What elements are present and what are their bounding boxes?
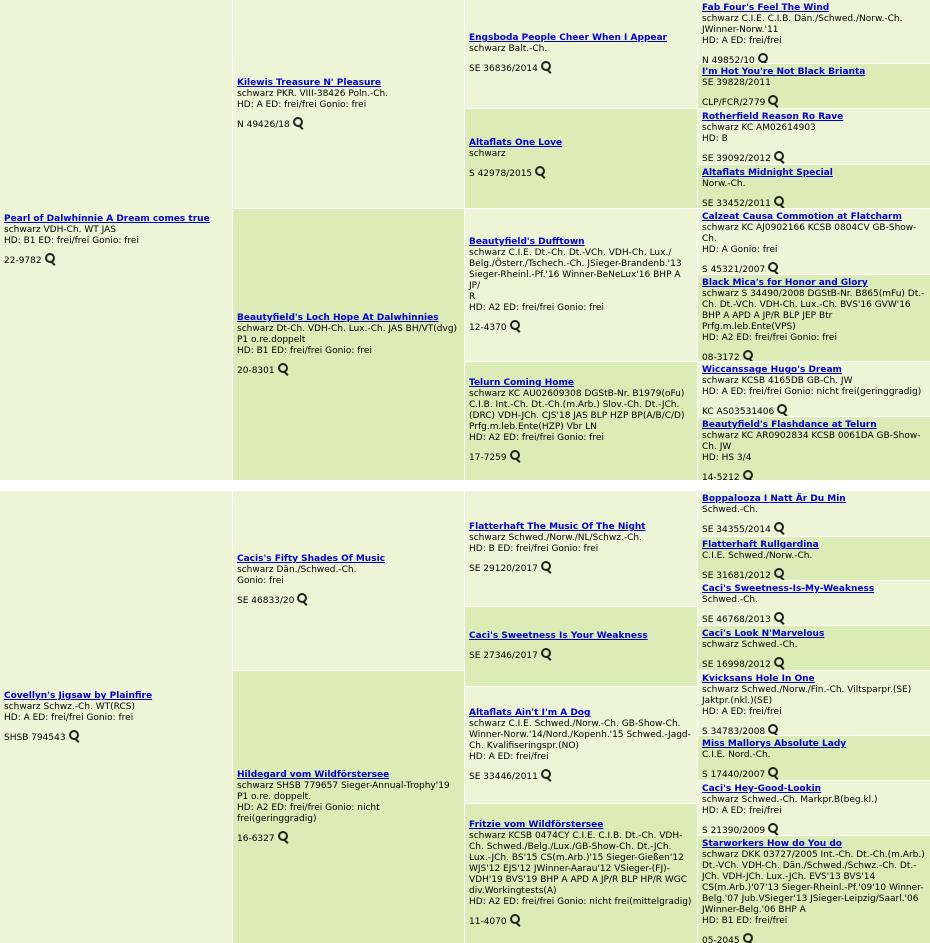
registration-text: SE 33446/2011 xyxy=(469,772,538,782)
dog-name-link[interactable]: Cacis's Fifty Shades Of Music xyxy=(237,554,385,564)
magnifier-icon[interactable] xyxy=(767,95,779,107)
dog-cell-g4 xyxy=(698,0,930,63)
magnifier-icon[interactable] xyxy=(540,561,552,573)
dog-info xyxy=(702,278,927,361)
registration-text: S 21390/2009 xyxy=(702,826,766,835)
dog-name-link[interactable]: Covellyn's Jigsaw by Plainfire xyxy=(4,691,153,701)
dog-info xyxy=(237,313,461,377)
dog-detail-line: HD: A2 ED: frei/frei Gonio: frei xyxy=(469,303,604,313)
dog-cell-g3 xyxy=(465,491,697,606)
dog-detail-line: HD: A ED: frei/frei xyxy=(702,806,782,816)
dog-cell-g1 xyxy=(0,491,232,943)
dog-detail-line: C.I.E. Schwed./Norw.-Ch. xyxy=(702,551,813,561)
dog-detail-line: P1 o.re. doppelt. xyxy=(237,792,312,802)
dog-info xyxy=(237,770,461,845)
dog-detail-line: HD: A2 ED: frei/frei Gonio: frei xyxy=(702,333,837,343)
registration-text: SE 33452/2011 xyxy=(702,199,771,208)
dog-detail-line: JCh. VDH-JCh. Lux.-JCh. EVS'13 BVS'14 xyxy=(702,872,876,882)
dog-detail-line: Lux.-JCh. BS'15 CS(m.Arb.)'15 Sieger-Gießen'12 xyxy=(469,853,684,863)
dog-name-link[interactable]: Black Mica's for Honor and Glory xyxy=(702,278,868,288)
magnifier-icon[interactable] xyxy=(509,914,521,926)
dog-info xyxy=(702,212,927,274)
dog-detail-line: schwarz C.I.E. Dt.-Ch. Dt.-VCh. VDH-Ch. Lux./ xyxy=(469,248,672,258)
dog-name-link[interactable]: Caci's Look N'Marvelous xyxy=(702,629,825,639)
registration-text: 05-2045 xyxy=(702,936,740,943)
dog-info xyxy=(702,168,927,208)
registration-number xyxy=(702,95,927,108)
registration-text: SE 34355/2014 xyxy=(702,525,771,535)
dog-name-link[interactable]: Caci's Hey-Good-Lookin xyxy=(702,784,822,794)
dog-detail-line: schwarz Schwed./Norw./NL/Schwz.-Ch. xyxy=(469,533,642,543)
dog-cell-g4 xyxy=(698,836,930,943)
dog-detail-line: HD: B1 ED: frei/frei xyxy=(702,916,788,926)
registration-number xyxy=(702,767,927,780)
registration-text: 22-9782 xyxy=(4,256,42,266)
dog-detail-line: schwarz C.I.E. Schwed./Norw.-Ch. GB-Show-Ch. xyxy=(469,719,681,729)
registration-number xyxy=(469,769,694,783)
registration-number xyxy=(237,117,461,131)
dog-info xyxy=(702,494,927,536)
magnifier-icon[interactable] xyxy=(742,933,754,943)
dog-cell-g4 xyxy=(698,64,930,108)
registration-number xyxy=(702,53,927,63)
dog-name-link[interactable]: Fritzie vom Wildförstersee xyxy=(469,820,604,830)
magnifier-icon[interactable] xyxy=(68,730,80,742)
dog-detail-line: Sieger-Rheinl.-Pf.'16 Winner-BeNeLux'16 BHP A JP/ xyxy=(469,270,681,291)
dog-detail-line: schwarz C.I.E. C.I.B. Dän./Schwed./Norw.-Ch. xyxy=(702,14,903,24)
dog-detail-line: schwarz xyxy=(469,149,506,159)
dog-detail-line: Prfg.m.leb.Ente(VPS) xyxy=(702,322,796,332)
registration-number xyxy=(702,724,927,735)
dog-cell-g4 xyxy=(698,626,930,670)
dog-name-link[interactable]: Beautyfield's Loch Hope At Dalwhinnies xyxy=(237,313,439,323)
dog-info xyxy=(702,112,927,164)
dog-cell-g3 xyxy=(465,607,697,686)
dog-info xyxy=(702,674,927,735)
dog-detail-line: HD: A2 ED: frei/frei Gonio: nicht frei(geringgradig) xyxy=(237,803,380,824)
dog-detail-line: HD: A ED: frei/frei xyxy=(469,752,549,762)
registration-text: S 34783/2008 xyxy=(702,727,766,735)
dog-detail-line: schwarz PKR. VIII-38426 Poln.-Ch. xyxy=(237,89,389,99)
registration-text: N 49426/18 xyxy=(237,120,290,130)
registration-number xyxy=(702,470,927,480)
dog-detail-line: schwarz Dän./Schwed.-Ch. xyxy=(237,565,357,575)
registration-text: 14-5212 xyxy=(702,473,740,480)
registration-number xyxy=(4,253,229,267)
dog-info xyxy=(702,420,927,480)
dog-detail-line: HD: A2 ED: frei/frei Gonio: nicht frei(mittelgradig) xyxy=(469,897,692,907)
dog-detail-line: C.I.E. Nord.-Ch. xyxy=(702,750,771,760)
dog-detail-line: HD: A ED: frei/frei xyxy=(702,36,782,46)
dog-name-link[interactable]: Engsboda People Cheer When I Appear xyxy=(469,33,667,43)
dog-cell-g3 xyxy=(465,362,697,480)
registration-text: SE 31681/2012 xyxy=(702,571,771,580)
dog-info xyxy=(702,629,927,670)
magnifier-icon[interactable] xyxy=(540,61,552,73)
registration-number xyxy=(702,196,927,208)
dog-info xyxy=(469,33,694,75)
dog-cell-g4 xyxy=(698,209,930,274)
dog-cell-g1 xyxy=(0,0,232,480)
dog-cell-g2 xyxy=(233,209,464,480)
registration-number xyxy=(237,363,461,377)
registration-text: SE 46768/2013 xyxy=(702,615,771,625)
dog-detail-line: JWinner-Belg.'06 BHP A xyxy=(702,905,806,915)
magnifier-icon[interactable] xyxy=(296,593,308,605)
registration-number xyxy=(469,648,694,662)
dog-cell-g4 xyxy=(698,781,930,835)
dog-detail-line: Dt.-VCh. VDH-Ch. Dän./Schwed./Schwz.-Ch. Dt.- xyxy=(702,861,917,871)
registration-number xyxy=(237,831,461,845)
registration-text: 08-3172 xyxy=(702,353,740,361)
magnifier-icon[interactable] xyxy=(292,117,304,129)
dog-name-link[interactable]: Boppalooza I Natt Är Du Min xyxy=(702,494,846,504)
dog-cell-g4 xyxy=(698,537,930,580)
magnifier-icon[interactable] xyxy=(767,724,779,735)
registration-number xyxy=(469,914,694,928)
magnifier-icon[interactable] xyxy=(776,404,788,416)
registration-text: S 42978/2015 xyxy=(469,169,533,179)
dog-detail-line: schwarz Schwed.-Ch. Markpr.B(beg.kl.) xyxy=(702,795,878,805)
dog-detail-line: VDH'19 BVS'19 BHP A APD A JP/R BLP HP/R WGC xyxy=(469,875,688,885)
dog-name-link[interactable]: Calzeat Causa Commotion at Flatcharm xyxy=(702,212,902,222)
registration-number xyxy=(702,404,927,416)
dog-info xyxy=(469,378,694,464)
dog-name-link[interactable]: Flatterhaft The Music Of The Night xyxy=(469,522,646,532)
pedigree-table-2 xyxy=(0,491,930,943)
registration-text: SE 46833/20 xyxy=(237,596,295,606)
dog-detail-line: HD: B xyxy=(702,134,728,144)
registration-number xyxy=(702,262,927,274)
registration-text: 17-7259 xyxy=(469,453,507,463)
dog-name-link[interactable]: Caci's Sweetness Is Your Weakness xyxy=(469,631,648,641)
dog-name-link[interactable]: Altaflats One Love xyxy=(469,138,563,148)
registration-number xyxy=(4,730,229,744)
registration-number xyxy=(237,593,461,607)
dog-detail-line: CS(m.Arb.)'07'13 Sieger-Rheinl.-Pf.'09'10 Winner- xyxy=(702,883,924,893)
dog-detail-line: HD: HS 3/4 xyxy=(702,453,752,463)
dog-detail-line: R xyxy=(469,292,476,302)
registration-number xyxy=(702,612,927,625)
magnifier-icon[interactable] xyxy=(773,568,785,580)
dog-detail-line: Belg./Österr./Tschech.-Ch. JSieger-Brandenb.'13 xyxy=(469,259,682,269)
dog-cell-g4 xyxy=(698,491,930,536)
registration-text: SHSB 794543 xyxy=(4,733,66,743)
magnifier-icon[interactable] xyxy=(540,769,552,781)
dog-cell-g4 xyxy=(698,362,930,416)
dog-detail-line: schwarz VDH-Ch. WT JAS xyxy=(4,225,116,235)
dog-name-link[interactable]: Rotherfield Reason Ro Rave xyxy=(702,112,844,122)
registration-text: 16-6327 xyxy=(237,834,275,844)
dog-cell-g4 xyxy=(698,581,930,625)
dog-info xyxy=(702,784,927,835)
dog-detail-line: HD: A2 ED: frei/frei Gonio: frei xyxy=(469,433,604,443)
dog-cell-g4 xyxy=(698,109,930,164)
dog-cell-g4 xyxy=(698,736,930,780)
dog-name-link[interactable]: I'm Hot You're Not Black Brianta xyxy=(702,67,866,77)
dog-name-link[interactable]: Altaflats Midnight Special xyxy=(702,168,833,178)
dog-detail-line: schwarz KC AJ0902166 KCSB 0804CV GB-Show- xyxy=(702,223,917,233)
magnifier-icon[interactable] xyxy=(767,823,779,835)
registration-number xyxy=(469,320,694,334)
dog-info xyxy=(237,554,461,607)
dog-detail-line: Ch. Kvalifiseringspr.(NO) xyxy=(469,741,579,751)
dog-detail-line: HD: B1 ED: frei/frei Gonio: frei xyxy=(237,346,372,356)
dog-detail-line: schwarz KCSB 0474CY C.I.E. C.I.B. Dt.-Ch. VDH- xyxy=(469,831,683,841)
dog-detail-line: HD: A ED: frei/frei Gonio: frei xyxy=(237,100,367,110)
dog-info xyxy=(702,365,927,416)
dog-name-link[interactable]: Kvicksans Hole In One xyxy=(702,674,815,684)
dog-detail-line: P1 o.re.doppelt xyxy=(237,335,306,345)
dog-name-link[interactable]: Miss Mallorys Absolute Lady xyxy=(702,739,847,749)
dog-detail-line: WJS'12 EJS'12 JWinner-Aarau'12 VSieger-(FJ)- xyxy=(469,864,670,874)
dog-info xyxy=(702,739,927,780)
dog-cell-g3 xyxy=(465,0,697,108)
magnifier-icon[interactable] xyxy=(773,196,785,208)
dog-name-link[interactable]: Flatterhaft Rullgardina xyxy=(702,540,819,550)
magnifier-icon[interactable] xyxy=(767,262,779,274)
dog-cell-g4 xyxy=(698,417,930,480)
dog-cell-g3 xyxy=(465,687,697,803)
dog-name-link[interactable]: Fab Four's Feel The Wind xyxy=(702,3,830,13)
dog-detail-line: Ch. Schwed./Belg./Lux./GB-Show-Ch. Dt.-JCh. xyxy=(469,842,672,852)
dog-detail-line: HD: A Gonio: frei xyxy=(702,245,778,255)
registration-number xyxy=(469,166,694,180)
dog-detail-line: JWinner-Norw.'11 xyxy=(702,25,779,35)
dog-cell-g4 xyxy=(698,275,930,361)
registration-number xyxy=(702,823,927,835)
magnifier-icon[interactable] xyxy=(277,363,289,375)
dog-detail-line: HD: B1 ED: frei/frei Gonio: frei xyxy=(4,236,139,246)
registration-text: SE 29120/2017 xyxy=(469,564,538,574)
dog-info xyxy=(702,540,927,580)
magnifier-icon[interactable] xyxy=(509,320,521,332)
registration-number xyxy=(702,657,927,670)
dog-info xyxy=(469,708,694,783)
dog-detail-line: Norw.-Ch. xyxy=(702,179,746,189)
dog-name-link[interactable]: Hildegard vom Wildförstersee xyxy=(237,770,390,780)
dog-name-link[interactable]: Kilewis Treasure N' Pleasure xyxy=(237,78,381,88)
dog-name-link[interactable]: Starworkers How do You do xyxy=(702,839,842,849)
dog-detail-line: Ch. xyxy=(702,234,717,244)
dog-cell-g3 xyxy=(465,109,697,208)
dog-detail-line: HD: A ED: frei/frei Gonio: frei xyxy=(4,713,134,723)
dog-detail-line: Belg.'07 Jub.VSieger'13 JSieger-Leipzig/Saarl.'06 xyxy=(702,894,919,904)
registration-number xyxy=(469,561,694,575)
dog-detail-line: schwarz KC AM02614903 xyxy=(702,123,816,133)
dog-detail-line: div.Workingtests(A) xyxy=(469,886,557,896)
dog-name-link[interactable]: Telurn Coming Home xyxy=(469,378,574,388)
dog-name-link[interactable]: Pearl of Dalwhinnie A Dream comes true xyxy=(4,214,210,224)
magnifier-icon[interactable] xyxy=(742,350,754,361)
dog-detail-line: Jaktpr.(nkl.)(SE) xyxy=(702,696,773,706)
dog-detail-line: schwarz S 34490/2008 DGStB-Nr. B865(mFu) Dt.- xyxy=(702,289,925,299)
dog-detail-line: HD: A ED: frei/frei xyxy=(702,707,782,717)
magnifier-icon[interactable] xyxy=(44,253,56,265)
magnifier-icon[interactable] xyxy=(773,151,785,163)
registration-text: KC AS03531406 xyxy=(702,407,775,416)
dog-cell-g2 xyxy=(233,0,464,208)
dog-info xyxy=(469,522,694,575)
dog-detail-line: BHP A APD A JP/R BLP JEP Btr xyxy=(702,311,833,321)
magnifier-icon[interactable] xyxy=(742,470,754,480)
dog-detail-line: C.I.B. Int.-Ch. Dt.-Ch.(m.Arb.) Slov.-Ch. Dt.-JCh. xyxy=(469,400,680,410)
dog-info xyxy=(702,67,927,108)
dog-detail-line: Gonio: frei xyxy=(237,576,284,586)
dog-detail-line: schwarz KCSB 4165DB GB-Ch. JW xyxy=(702,376,853,386)
registration-number xyxy=(702,522,927,536)
dog-info xyxy=(702,3,927,63)
dog-info xyxy=(702,839,927,943)
registration-text: S 17440/2007 xyxy=(702,770,766,780)
registration-text: 11-4070 xyxy=(469,917,507,927)
registration-text: S 45321/2007 xyxy=(702,265,766,274)
registration-text: SE 27346/2017 xyxy=(469,651,538,661)
dog-detail-line: schwarz KC AR0902834 KCSB 0061DA GB-Show- xyxy=(702,431,921,441)
dog-name-link[interactable]: Beautyfield's Dufftown xyxy=(469,237,585,247)
dog-detail-line: SE 39828/2011 xyxy=(702,78,771,88)
magnifier-icon[interactable] xyxy=(534,166,546,178)
registration-text: CLP/FCR/2779 xyxy=(702,98,766,108)
dog-info xyxy=(469,631,694,662)
registration-number xyxy=(702,350,927,361)
dog-detail-line: schwarz Balt.-Ch. xyxy=(469,44,548,54)
dog-cell-g2 xyxy=(233,491,464,670)
dog-info xyxy=(237,78,461,131)
registration-text: SE 36836/2014 xyxy=(469,64,538,74)
dog-detail-line: Winner-Norw.'14/Nord./Kopenh.'15 Schwed.-Jagd- xyxy=(469,730,691,740)
dog-name-link[interactable]: Altaflats Ain't I'm A Dog xyxy=(469,708,591,718)
dog-detail-line: Schwed.-Ch. xyxy=(702,505,758,515)
registration-number xyxy=(702,151,927,164)
dog-cell-g2 xyxy=(233,671,464,943)
dog-info xyxy=(4,214,229,267)
magnifier-icon[interactable] xyxy=(773,522,785,534)
magnifier-icon[interactable] xyxy=(540,648,552,660)
dog-detail-line: schwarz Schwz.-Ch. WT(RCS) xyxy=(4,702,135,712)
magnifier-icon[interactable] xyxy=(767,767,779,779)
dog-detail-line: schwarz DKK 03727/2005 Int.-Ch. Dt.-Ch.(m.Arb.) xyxy=(702,850,925,860)
dog-detail-line: HD: B ED: frei/frei Gonio: frei xyxy=(469,544,599,554)
dog-detail-line: schwarz SHSB 779657 Sieger-Annual-Trophy'19 xyxy=(237,781,450,791)
dog-detail-line: schwarz Dt-Ch. VDH-Ch. Lux.-Ch. JAS BH/VT(dvg) xyxy=(237,324,458,334)
magnifier-icon[interactable] xyxy=(773,657,785,669)
dog-detail-line: Ch. JW xyxy=(702,442,732,452)
dog-name-link[interactable]: Wiccanssage Hugo's Dream xyxy=(702,365,842,375)
dog-detail-line: HD: A ED: frei/frei Gonio: nicht frei(geringgradig) xyxy=(702,387,922,397)
registration-number xyxy=(469,450,694,464)
dog-detail-line: Prfg.m.leb.Ente(HZP) Vbr LN xyxy=(469,422,597,432)
dog-info xyxy=(702,584,927,625)
magnifier-icon[interactable] xyxy=(757,53,769,63)
registration-number xyxy=(702,568,927,580)
dog-cell-g4 xyxy=(698,671,930,735)
magnifier-icon[interactable] xyxy=(509,450,521,462)
dog-detail-line: schwarz KC AU02609308 DGStB-Nr. B1979(oFu) xyxy=(469,389,685,399)
registration-text: SE 16998/2012 xyxy=(702,660,771,670)
dog-info xyxy=(469,237,694,334)
magnifier-icon[interactable] xyxy=(773,612,785,624)
dog-name-link[interactable]: Beautyfield's Flashdance at Telurn xyxy=(702,420,877,430)
dog-cell-g4 xyxy=(698,165,930,208)
magnifier-icon[interactable] xyxy=(277,831,289,843)
dog-detail-line: Schwed.-Ch. xyxy=(702,595,758,605)
dog-cell-g3 xyxy=(465,804,697,943)
dog-detail-line: schwarz Schwed./Norw./Fin.-Ch. Viltsparpr.(SE) xyxy=(702,685,912,695)
dog-detail-line: schwarz Schwed.-Ch. xyxy=(702,640,798,650)
dog-info xyxy=(469,138,694,180)
registration-text: N 49852/10 xyxy=(702,56,755,63)
dog-cell-g3 xyxy=(465,209,697,361)
registration-number xyxy=(469,61,694,75)
dog-info xyxy=(4,691,229,744)
dog-detail-line: Ch. Dt.-VCh. VDH-Ch. Lux.-Ch. BVS'16 GVW'16 xyxy=(702,300,911,310)
dog-info xyxy=(469,820,694,928)
registration-text: 12-4370 xyxy=(469,323,507,333)
registration-text: 20-8301 xyxy=(237,366,275,376)
registration-number xyxy=(702,933,927,943)
dog-name-link[interactable]: Caci's Sweetness-Is-My-Weakness xyxy=(702,584,875,594)
dog-detail-line: (DRC) VDH-JCh. CJS'18 JAS BLP HZP BP(A/B/C/D) xyxy=(469,411,685,421)
registration-text: SE 39092/2012 xyxy=(702,154,771,164)
